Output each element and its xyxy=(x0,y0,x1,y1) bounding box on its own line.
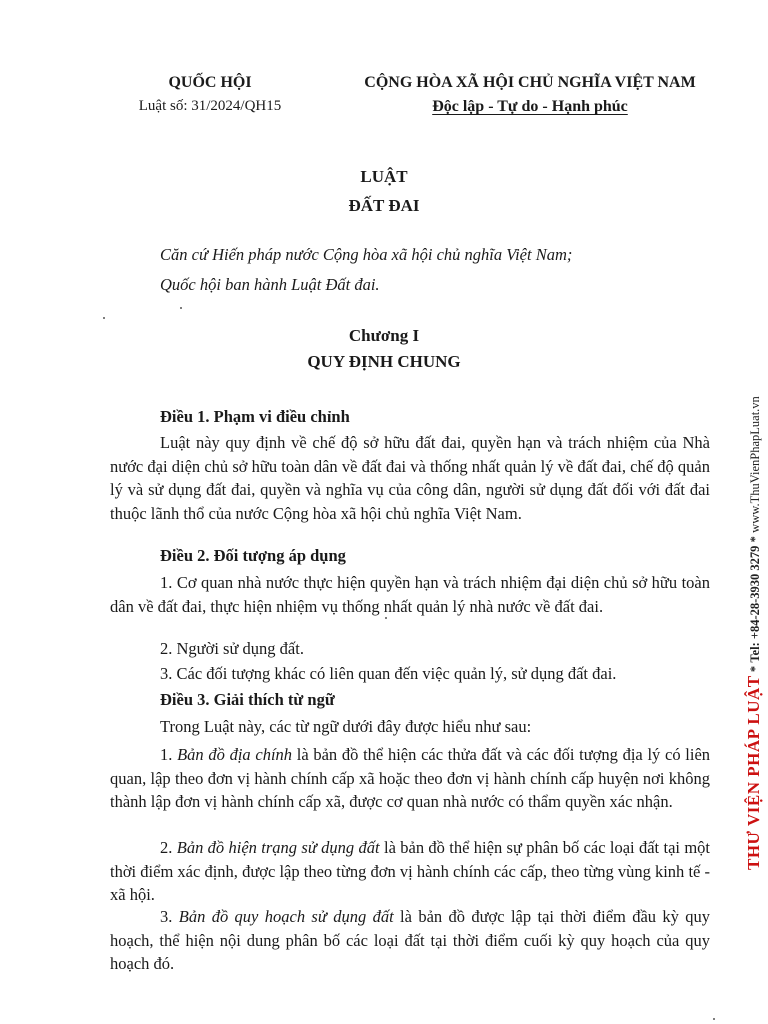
article-1-text xyxy=(110,431,710,525)
motto-text: Độc lập - Tự do - Hạnh phúc xyxy=(432,98,628,115)
legal-basis: Căn cứ Hiến pháp nước Cộng hòa xã hội chủ nghĩa Việt Nam; xyxy=(160,245,573,264)
national-motto xyxy=(330,98,730,116)
watermark-separator-1: * xyxy=(748,665,762,673)
enactment-statement: Quốc hội ban hành Luật Đất đai. xyxy=(160,275,380,294)
scan-speck xyxy=(103,317,105,319)
document-type: LUẬT xyxy=(360,167,408,186)
article-3-item-1-num: 1. xyxy=(160,745,173,764)
watermark-website: www.ThuVienPhapLuat.vn xyxy=(748,396,762,533)
article-2-item-2: 2. Người sử dụng đất. xyxy=(160,639,304,658)
scan-speck xyxy=(385,617,387,619)
article-2-item-1 xyxy=(110,571,710,618)
article-3-intro: Trong Luật này, các từ ngữ dưới đây được hiểu như sau: xyxy=(160,717,532,736)
watermark-brand: THƯ VIỆN PHÁP LUẬT xyxy=(744,675,763,870)
article-2-item-1-text: 1. Cơ quan nhà nước thực hiện quyền hạn và trách nhiệm đại diện chủ sở hữu toàn dân về đất đai, thực hiện nhiệm vụ thống nhất quản lý nhà nước về đất đai. xyxy=(110,573,710,616)
article-1-heading: Điều 1. Phạm vi điều chỉnh xyxy=(160,407,350,426)
article-3-item-3-num: 3. xyxy=(160,907,173,926)
article-3-item-2 xyxy=(110,836,710,907)
article-3-item-2-text: là bản đồ thể hiện sự phân bố các loại đất tại một thời điểm xác định, được lập theo từng đơn vị hành chính các cấp, theo từng vùng kinh tế - xã hội. xyxy=(110,838,711,904)
article-3-item-3 xyxy=(110,905,710,976)
watermark xyxy=(740,190,768,870)
country-name: CỘNG HÒA XÃ HỘI CHỦ NGHĨA VIỆT NAM xyxy=(364,74,696,91)
article-3-item-3-text: là bản đồ được lập tại thời điểm đầu kỳ quy hoạch, thể hiện nội dung phân bố các loại đất tại thời điểm cuối kỳ quy hoạch của quy hoạch đó. xyxy=(110,907,711,973)
chapter-number: Chương I xyxy=(348,326,420,345)
chapter-name: QUY ĐỊNH CHUNG xyxy=(307,352,461,371)
article-3-item-1-term: Bản đồ địa chính xyxy=(177,745,293,764)
document-title: ĐẤT ĐAI xyxy=(348,196,420,215)
article-2-heading: Điều 2. Đối tượng áp dụng xyxy=(160,546,346,565)
article-2-item-3: 3. Các đối tượng khác có liên quan đến việc quản lý, sử dụng đất đai. xyxy=(160,664,617,683)
article-3-item-2-num: 2. xyxy=(160,838,173,857)
article-1-body: Luật này quy định về chế độ sở hữu đất đai, quyền hạn và trách nhiệm của Nhà nước đại diện chủ sở hữu toàn dân về đất đai và thống nhất quản lý về đất đai, chế độ quản lý và sử dụng đất đai, quyền và nghĩa vụ của công dân, người sử dụng đất đối với đất đai thuộc lãnh thổ của nước Cộng hòa xã hội chủ nghĩa Việt Nam. xyxy=(110,433,710,523)
law-number: Luật số: 31/2024/QH15 xyxy=(138,98,282,114)
article-3-item-1 xyxy=(110,743,710,814)
article-3-heading: Điều 3. Giải thích từ ngữ xyxy=(160,690,335,709)
watermark-separator-2: * xyxy=(748,536,762,543)
watermark-text xyxy=(740,190,768,870)
article-3-item-1-text: là bản đồ thể hiện các thửa đất và các đối tượng địa lý có liên quan, lập theo đơn vị hành chính cấp xã hoặc theo đơn vị hành chính cấp huyện nơi không thành lập đơn vị hành chính cấp xã, được cơ quan nhà nước có thẩm quyền xác nhận. xyxy=(110,745,711,811)
scan-speck xyxy=(713,1018,715,1020)
article-3-item-3-term: Bản đồ quy hoạch sử dụng đất xyxy=(178,907,394,926)
scan-speck xyxy=(180,307,182,309)
article-3-item-2-term: Bản đồ hiện trạng sử dụng đất xyxy=(176,838,380,857)
issuer-name: QUỐC HỘI xyxy=(168,74,252,91)
watermark-phone: Tel: +84-28-3930 3279 xyxy=(748,545,762,663)
